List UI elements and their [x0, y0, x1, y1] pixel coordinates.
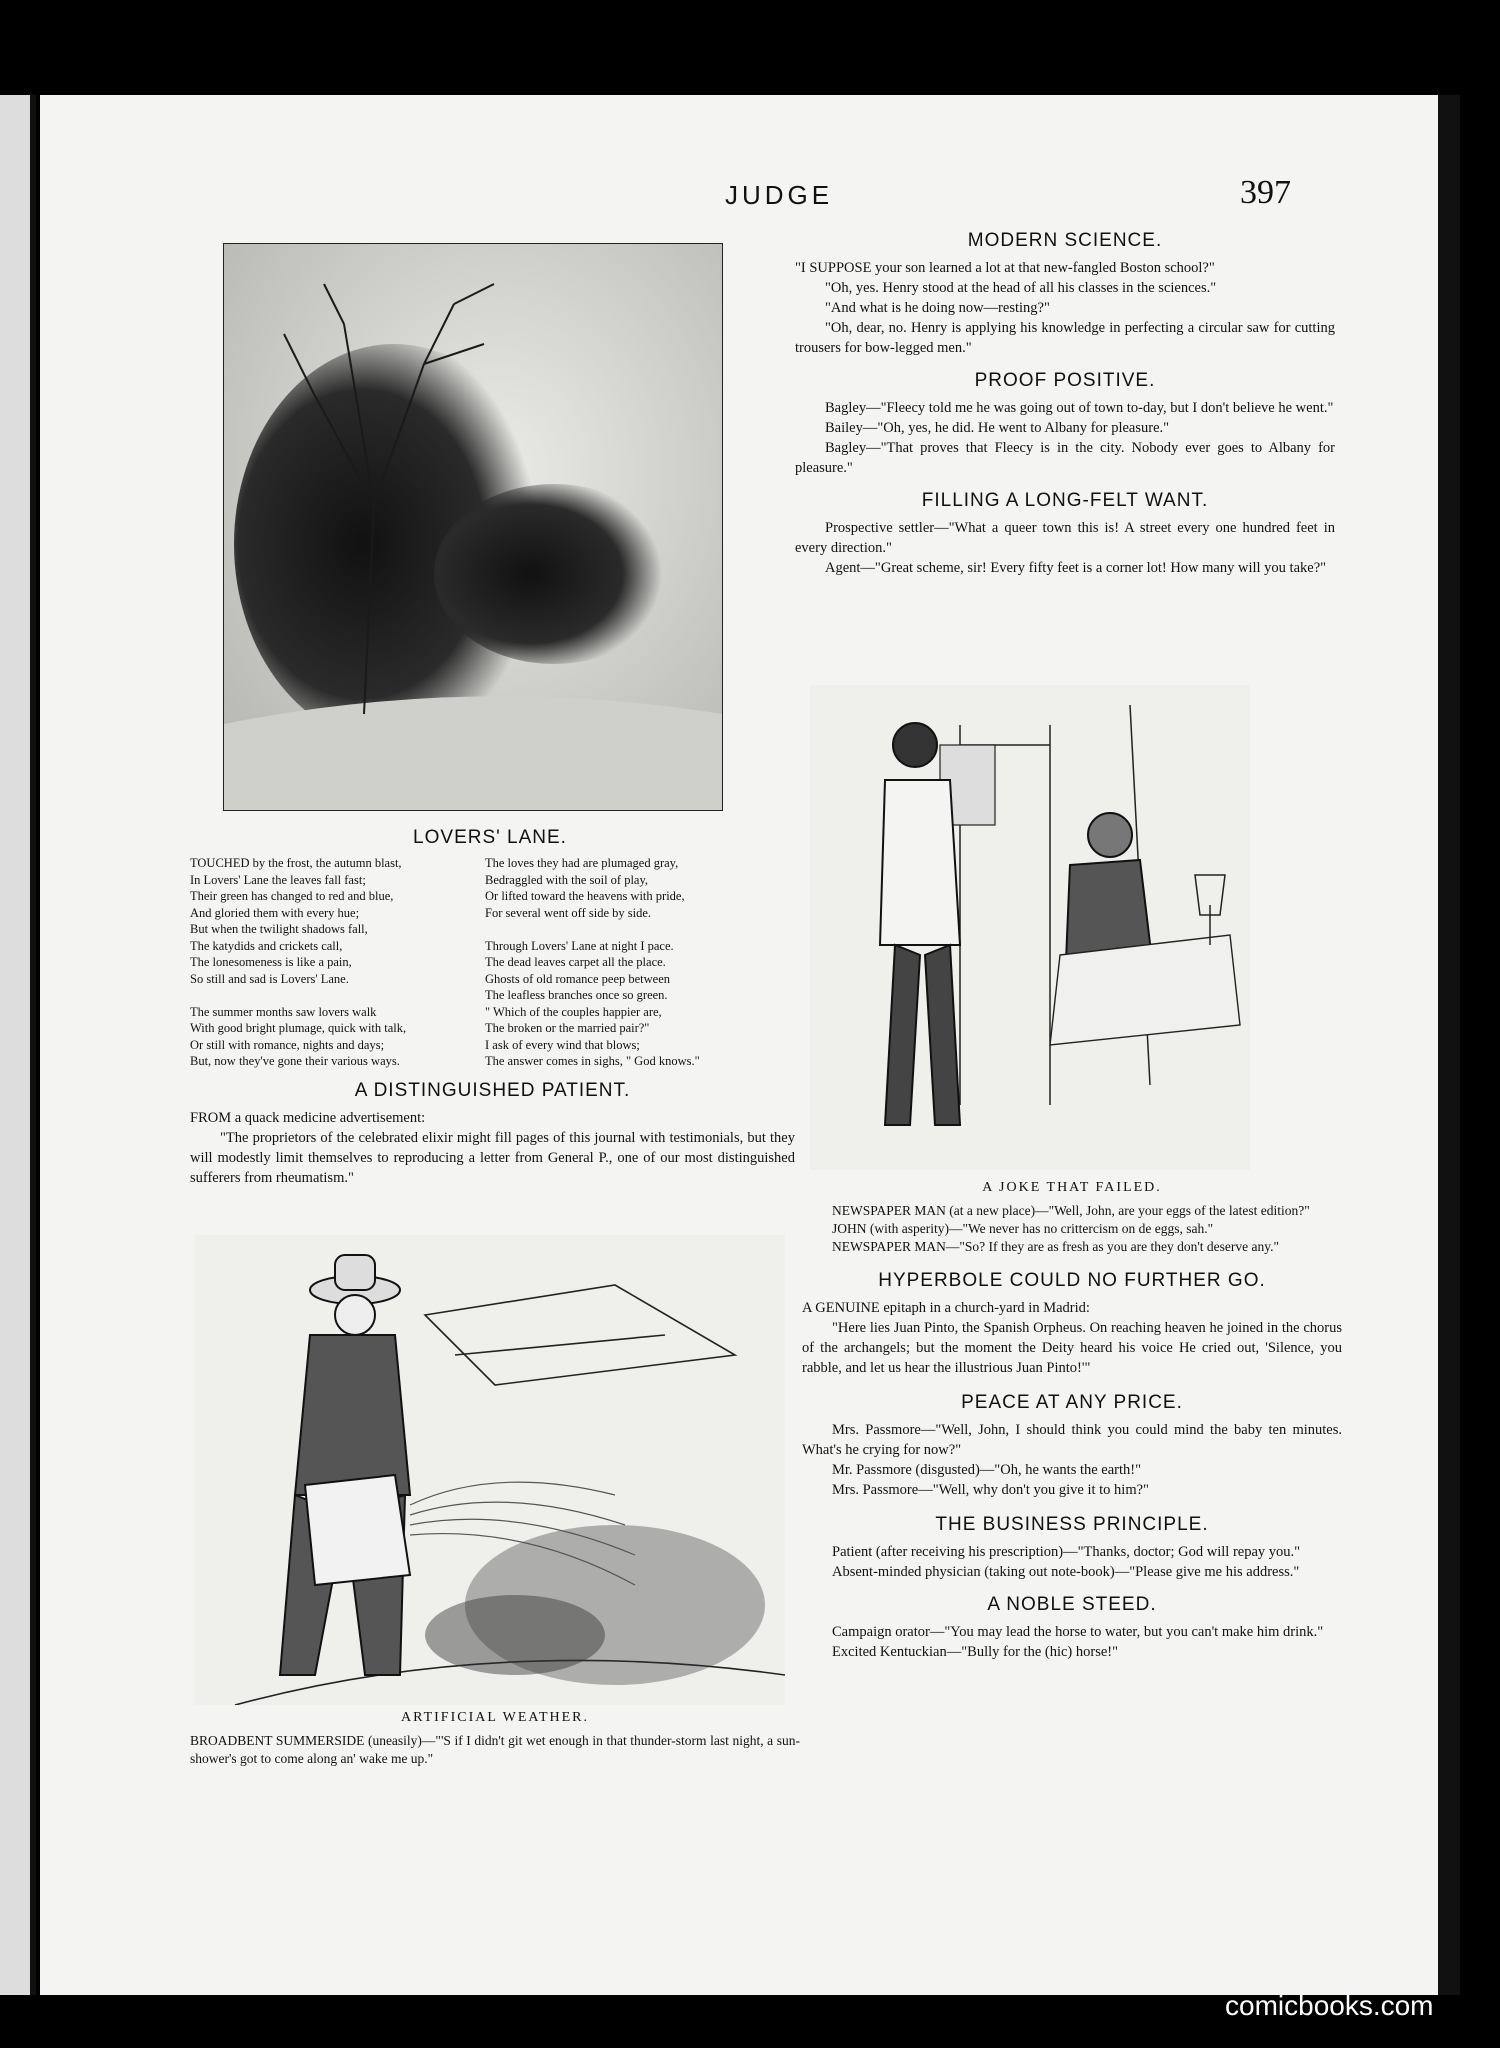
magazine-page — [40, 95, 1460, 1995]
right-column-top — [795, 230, 1335, 578]
joke-p3: NEWSPAPER MAN—"So? If they are as fresh as you are they don't deserve any." — [832, 1239, 1279, 1254]
joke-p1: NEWSPAPER MAN (at a new place)—"Well, John, are your eggs of the latest edition?" — [832, 1203, 1310, 1218]
modern-p4: "Oh, dear, no. Henry is applying his knowledge in perfecting a circular saw for cutting trousers for bow-legged men." — [795, 320, 1335, 356]
proof-title: PROOF POSITIVE. — [974, 370, 1156, 391]
hyperbole-title: HYPERBOLE COULD NO FURTHER GO. — [878, 1270, 1266, 1291]
peace-p1: Mrs. Passmore—"Well, John, I should think you could mind the baby ten minutes. What's he crying for now?" — [802, 1422, 1342, 1458]
proof-p3: Bagley—"That proves that Fleecy is in the city. Nobody ever goes to Albany for pleasure." — [795, 440, 1335, 476]
modern-p1: "I SUPPOSE your son learned a lot at that new-fangled Boston school?" — [795, 260, 1215, 276]
filling-p2: Agent—"Great scheme, sir! Every fifty feet is a corner lot! How many will you take?" — [825, 560, 1327, 576]
adjacent-page-edge — [0, 95, 30, 1995]
hyperbole-p1: A GENUINE epitaph in a church-yard in Madrid: — [802, 1300, 1090, 1316]
distinguished-p2: "The proprietors of the celebrated elixir might fill pages of this journal with testimonials, but they will modestly limit themselves to reproducing a letter from General P., one of our most distinguished sufferers from rheumatism." — [190, 1130, 795, 1186]
binding-shadow — [30, 95, 36, 1995]
poem-column-2: The loves they had are plumaged gray, Bedraggled with the soil of play, Or lifted toward the heavens with pride, For several went off side by side. Through Lovers' Lane at night I pace. The dead leaves carpet all the place. Ghosts of old romance peep between The leafless branches once so green. " Which of the couples happier are, The broken or the married pair?" I ask of every wind that blows; The answer comes in sighs, " God knows." — [485, 856, 700, 1068]
page-number: 397 — [1240, 174, 1291, 211]
joke-title: A JOKE THAT FAILED. — [982, 1180, 1162, 1195]
business-title: THE BUSINESS PRINCIPLE. — [935, 1514, 1209, 1535]
magazine-title: JUDGE — [725, 180, 834, 210]
peace-p3: Mrs. Passmore—"Well, why don't you give it to him?" — [832, 1482, 1149, 1498]
artificial-text: BROADBENT SUMMERSIDE (uneasily)—"'S if I didn't git wet enough in that thunder-storm last night, a sun-shower's got to come along an' wake me up." — [190, 1733, 800, 1766]
distinguished-title: A DISTINGUISHED PATIENT. — [354, 1080, 631, 1101]
hyperbole-p2: "Here lies Juan Pinto, the Spanish Orpheus. On reaching heaven he joined in the chorus of the archangels; but the moment the Deity heard his voice He cried out, 'Silence, you rabble, and let us hear the illustrious Juan Pinto!'" — [802, 1320, 1342, 1376]
peace-title: PEACE AT ANY PRICE. — [961, 1392, 1183, 1413]
lovers-lane-poem — [195, 827, 785, 855]
watermark: comicbooks.com — [1225, 1990, 1434, 2021]
artificial-weather-caption — [190, 1710, 800, 1768]
lovers-lane-title: LOVERS' LANE. — [413, 827, 567, 848]
page-edge-shadow — [1438, 95, 1460, 1995]
noble-title: A NOBLE STEED. — [987, 1594, 1157, 1615]
filling-title: FILLING A LONG-FELT WANT. — [921, 490, 1209, 511]
peace-p2: Mr. Passmore (disgusted)—"Oh, he wants the earth!" — [832, 1462, 1142, 1478]
business-p2: Absent-minded physician (taking out note-book)—"Please give me his address." — [832, 1564, 1300, 1580]
poem-column-1: TOUCHED by the frost, the autumn blast, In Lovers' Lane the leaves fall fast; Their green has changed to red and blue, And gloried them with every hue; But when the twilight shadows fall, The katydids and crickets call, The lonesomeness is like a pain, So still and sad is Lovers' Lane. The summer months saw lovers walk With good bright plumage, quick with talk, Or still with romance, nights and days; But, now they've gone their various ways. — [190, 856, 407, 1068]
page-header — [40, 174, 1460, 220]
joke-that-failed-illustration — [810, 685, 1250, 1170]
modern-p3: "And what is he doing now—resting?" — [825, 300, 1050, 316]
artificial-title: ARTIFICIAL WEATHER. — [400, 1710, 590, 1725]
noble-p1: Campaign orator—"You may lead the horse to water, but you can't make him drink." — [832, 1624, 1324, 1640]
joke-p2: JOHN (with asperity)—"We never has no crittercism on de eggs, sah." — [832, 1221, 1214, 1236]
business-p1: Patient (after receiving his prescription)—"Thanks, doctor; God will repay you." — [832, 1544, 1301, 1560]
noble-p2: Excited Kentuckian—"Bully for the (hic) horse!" — [832, 1644, 1119, 1660]
modern-title: MODERN SCIENCE. — [967, 230, 1163, 251]
modern-p2: "Oh, yes. Henry stood at the head of all his classes in the sciences." — [825, 280, 1217, 296]
lovers-lane-illustration — [223, 243, 723, 811]
filling-p1: Prospective settler—"What a queer town this is! A street every one hundred feet in every direction." — [795, 520, 1335, 556]
distinguished-p1: FROM a quack medicine advertisement: — [190, 1110, 426, 1126]
proof-p2: Bailey—"Oh, yes, he did. He went to Albany for pleasure." — [825, 420, 1170, 436]
proof-p1: Bagley—"Fleecy told me he was going out of town to-day, but I don't believe he went." — [825, 400, 1334, 416]
joke-that-failed-article — [802, 1180, 1342, 1662]
artificial-weather-illustration — [195, 1235, 785, 1705]
distinguished-patient-article — [190, 1080, 795, 1188]
